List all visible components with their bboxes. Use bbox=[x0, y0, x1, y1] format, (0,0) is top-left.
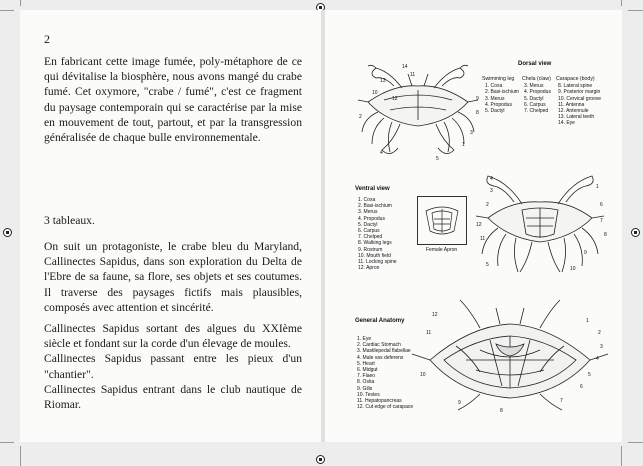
legend-item: 10. Mouth field bbox=[358, 252, 391, 259]
callout-number: 3 bbox=[470, 130, 473, 136]
crop-mark bbox=[621, 0, 622, 6]
crop-mark bbox=[0, 10, 14, 11]
callout-number: 10 bbox=[372, 90, 378, 96]
legend-item: 7. Flaeo bbox=[357, 373, 376, 380]
callout-number: 3 bbox=[600, 344, 603, 350]
callout-number: 2 bbox=[598, 330, 601, 336]
legend-item: 7. Chelped bbox=[524, 108, 549, 115]
crop-mark bbox=[621, 446, 622, 466]
legend-heading: Carapace (body) bbox=[556, 76, 595, 82]
female-apron-inset bbox=[417, 196, 467, 245]
crab-dorsal-illustration bbox=[354, 60, 482, 165]
ventral-legend bbox=[358, 197, 410, 271]
callout-number: 4 bbox=[380, 150, 383, 156]
legend-item: 2. Cardiac Stomach bbox=[357, 342, 401, 349]
chela-legend bbox=[522, 76, 556, 114]
legend-item: 6. Midgut bbox=[357, 367, 378, 374]
callout-number: 8 bbox=[476, 110, 479, 116]
legend-item: 8. Ostia bbox=[357, 379, 375, 386]
legend-item: 11. Antenna bbox=[558, 101, 585, 108]
swimming-leg-legend bbox=[482, 76, 524, 114]
intro-paragraph: En fabricant cette image fumée, poly-métaphore de ce qui dévitalise la biosphère, nous avons mangé du crabe fumé. Cet oxymore, "crabe / fumé", c'est ce fragment du paysage contemporain qui se caractérise par la mise en mouvement de tout, partout, et par la transgression généralisée de chaque bulle environnementale. bbox=[44, 55, 302, 145]
crop-mark bbox=[0, 442, 14, 443]
legend-item: 6. Carpus bbox=[358, 228, 380, 235]
callout-number: 5 bbox=[436, 156, 439, 162]
legend-item: 9. Gills bbox=[357, 385, 373, 392]
callout-number: 1 bbox=[596, 184, 599, 190]
callout-number: 1 bbox=[462, 142, 465, 148]
callout-number: 8 bbox=[500, 408, 503, 414]
callout-number: 2 bbox=[359, 114, 362, 120]
legend-item: 5. Dactyl bbox=[524, 95, 544, 102]
callout-number: 7 bbox=[600, 218, 603, 224]
legend-item: 14. Eye bbox=[558, 120, 575, 127]
callout-number: 7 bbox=[560, 398, 563, 404]
legend-item: 10. Cervical groove bbox=[558, 95, 602, 102]
crop-mark bbox=[628, 10, 643, 11]
callout-number: 12 bbox=[476, 222, 482, 228]
crop-mark bbox=[628, 442, 643, 443]
legend-item: 5. Heart bbox=[357, 360, 375, 367]
legend-item: 5. Dactyl bbox=[485, 108, 505, 115]
callout-number: 1 bbox=[586, 318, 589, 324]
legend-item: 5. Dactyl bbox=[358, 221, 378, 228]
callout-number: 12 bbox=[392, 96, 398, 102]
callout-number: 12 bbox=[432, 312, 438, 318]
callout-number: 5 bbox=[588, 372, 591, 378]
callout-number: 11 bbox=[426, 330, 432, 336]
page-number: 2 bbox=[44, 32, 50, 46]
legend-item: 12. Apron bbox=[358, 265, 380, 272]
tableau-1: Callinectes Sapidus sortant des algues du XXIème siècle et fondant sur la corde d'un élevage de moules. bbox=[44, 322, 302, 351]
legend-item: 12. Antennule bbox=[558, 108, 589, 115]
registration-mark-bottom bbox=[316, 455, 325, 464]
legend-heading: Swimming leg bbox=[482, 76, 515, 82]
registration-mark-left bbox=[3, 228, 12, 237]
legend-item: 4. Propodus bbox=[524, 89, 551, 96]
crab-anatomy-illustration bbox=[410, 290, 610, 415]
legend-item: 11. Locking spine bbox=[358, 259, 397, 266]
callout-number: 5 bbox=[486, 262, 489, 268]
legend-heading: Chela (claw) bbox=[522, 76, 551, 82]
callout-number: 8 bbox=[604, 232, 607, 238]
tableau-3: Callinectes Sapidus entrant dans le club nautique de Riomar. bbox=[44, 382, 302, 412]
crop-mark bbox=[20, 0, 21, 6]
callout-number: 4 bbox=[490, 176, 493, 182]
callout-number: 2 bbox=[486, 202, 489, 208]
protagonist-paragraph: On suit un protagoniste, le crabe bleu du Maryland, Callinectes Sapidus, dans son exploration du Delta de l'Ebre de sa faune, sa flore, ses objets et ses coutumes. Il traverse des paysages fictifs mais plausibles, composés avec attention et sincérité. bbox=[44, 240, 302, 314]
callout-number: 4 bbox=[596, 356, 599, 362]
legend-item: 2. Basi-ischium bbox=[358, 203, 392, 210]
general-anatomy-title: General Anatomy bbox=[355, 318, 405, 324]
legend-item: 4. Male vas deferens bbox=[357, 354, 404, 361]
section-heading: 3 tableaux. bbox=[44, 214, 95, 227]
legend-item: 9. Posterior margin bbox=[558, 89, 601, 96]
callout-number: 9 bbox=[458, 400, 461, 406]
callout-number: 11 bbox=[480, 236, 486, 242]
callout-number: 6 bbox=[600, 202, 603, 208]
legend-item: 1. Coxa bbox=[358, 197, 376, 203]
legend-item: 8. Walking legs bbox=[358, 240, 392, 247]
legend-item: 13. Lateral teeth bbox=[558, 114, 595, 121]
callout-number: 3 bbox=[490, 188, 493, 194]
legend-item: 3. Merus bbox=[524, 83, 544, 90]
callout-number: 10 bbox=[420, 372, 426, 378]
callout-number: 6 bbox=[580, 384, 583, 390]
legend-item: 9. Rostrum bbox=[358, 246, 383, 253]
carapace-legend bbox=[556, 76, 608, 127]
callout-number: 14 bbox=[402, 64, 408, 70]
registration-mark-right bbox=[631, 228, 640, 237]
tableaux-list bbox=[44, 321, 302, 412]
legend-item: 12. Cut edge of carapace bbox=[357, 404, 414, 411]
callout-number: 13 bbox=[380, 78, 386, 84]
legend-item: 4. Propodus bbox=[358, 215, 385, 222]
legend-item: 7. Chelped bbox=[358, 234, 383, 241]
legend-item: 11. Hepatopancreas bbox=[357, 398, 402, 405]
legend-item: 6. Carpus bbox=[524, 101, 546, 108]
callout-number: 10 bbox=[570, 266, 576, 272]
callout-number: 11 bbox=[410, 72, 416, 78]
legend-item: 1. Eye bbox=[357, 336, 372, 342]
ventral-view-title: Ventral view bbox=[355, 186, 390, 192]
legend-item: 10. Testes bbox=[357, 391, 380, 398]
crop-mark bbox=[20, 446, 21, 466]
legend-item: 4. Propodus bbox=[485, 101, 512, 108]
legend-item: 2. Basi-ischium bbox=[485, 89, 519, 96]
callout-number: 9 bbox=[476, 96, 479, 102]
legend-item: 8. Lateral spine bbox=[558, 83, 593, 90]
legend-item: 3. Merus bbox=[485, 95, 505, 102]
crab-ventral-illustration bbox=[472, 168, 607, 278]
legend-item: 3. Merus bbox=[358, 209, 378, 216]
tableau-2: Callinectes Sapidus passant entre les pieux d'un "chantier". bbox=[44, 352, 302, 381]
callout-number: 9 bbox=[584, 250, 587, 256]
female-apron-caption: Female Apron bbox=[426, 247, 458, 253]
dorsal-view-title: Dorsal view bbox=[518, 61, 552, 67]
legend-item: 3. Mastilepedal flabellae bbox=[357, 348, 411, 355]
female-apron-illustration bbox=[418, 197, 466, 244]
legend-item: 1. Coxa bbox=[485, 83, 503, 90]
